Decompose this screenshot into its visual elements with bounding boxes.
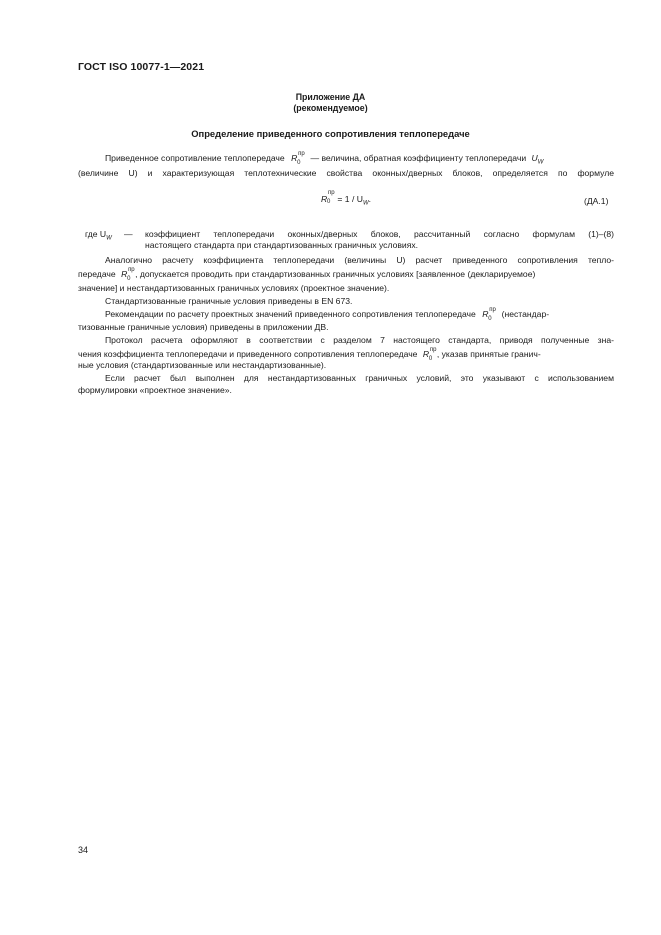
paragraph1-line2: (величине U) и характеризующая теплотехнические свойства оконных/дверных блоков, определяется по формуле — [78, 168, 614, 178]
page-number: 34 — [78, 845, 89, 855]
r0-symbol: R пр 0 — [121, 267, 135, 282]
paragraph6-line2: формулировки «проектное значение». — [78, 385, 232, 395]
paragraph2-line2: передаче R пр 0 , допускается проводить при стандартизованных граничных условиях [заявленное (декларируемое) — [78, 267, 536, 282]
paragraph5-line1: Протокол расчета оформляют в соответствии с разделом 7 настоящего стандарта, приводя полученные зна- — [105, 335, 614, 345]
r0-symbol: R пр 0 — [422, 347, 437, 362]
paragraph4-line2: тизованные граничные условия) приведены в приложении ДВ. — [78, 322, 329, 332]
formula-rhs-sub: W — [362, 200, 369, 207]
paragraph4-line1: Рекомендации по расчету проектных значений приведенного сопротивления теплопередаче R пр 0 (нестандар- — [105, 307, 550, 322]
paragraph3-line1: Стандартизованные граничные условия приведены в EN 673. — [105, 296, 353, 306]
paragraph2-line1: Аналогично расчету коэффициента теплопередачи (величины U) расчет приведенного сопротивления тепло- — [105, 255, 614, 265]
r0-symbol: R пр 0 — [482, 307, 496, 322]
uw-symbol: $U_W$ — [531, 153, 544, 166]
paragraph1-line1-after: — величина, обратная коэффициенту теплопередачи — [310, 153, 527, 163]
formula-r0-symbol: R пр 0 — [321, 190, 335, 205]
formula-da1 — [321, 190, 372, 207]
paragraph1-line1 — [105, 153, 543, 169]
standard-header: ГОСТ ISO 10077-1—2021 — [78, 61, 205, 73]
appendix-subtitle: (рекомендуемое) — [293, 103, 368, 113]
where-label: где $U_W$ — [85, 229, 112, 242]
where-line1: коэффициент теплопередачи оконных/дверных блоков, рассчитанный согласно формулам (1)–(8) — [145, 229, 614, 239]
appendix-title: Приложение ДА — [295, 92, 366, 102]
where-line2: настоящего стандарта при стандартизованных граничных условиях. — [145, 240, 419, 250]
formula-rhs-end: . — [368, 194, 372, 204]
formula-rhs: = 1 / U — [337, 194, 363, 204]
paragraph5-line3: ные условия (стандартизованные или нестандартизованные). — [78, 360, 327, 370]
paragraph6-line1: Если расчет был выполнен для нестандартизованных граничных условий, это указывают с использованием — [105, 373, 614, 383]
paragraph1-line1-before: Приведенное сопротивление теплопередаче — [105, 153, 285, 163]
formula-number: (ДА.1) — [584, 196, 609, 206]
section-title: Определение приведенного сопротивления теплопередаче — [191, 128, 470, 139]
paragraph2-line3: значение] и нестандартизованных граничных условиях (проектное значение). — [78, 283, 390, 293]
paragraph5-line2: чения коэффициента теплопередачи и приведенного сопротивления теплопередаче R пр 0 , указав принятые гранич- — [78, 347, 541, 362]
where-dash: — — [124, 229, 133, 239]
r0-symbol: R пр 0 — [291, 151, 305, 166]
